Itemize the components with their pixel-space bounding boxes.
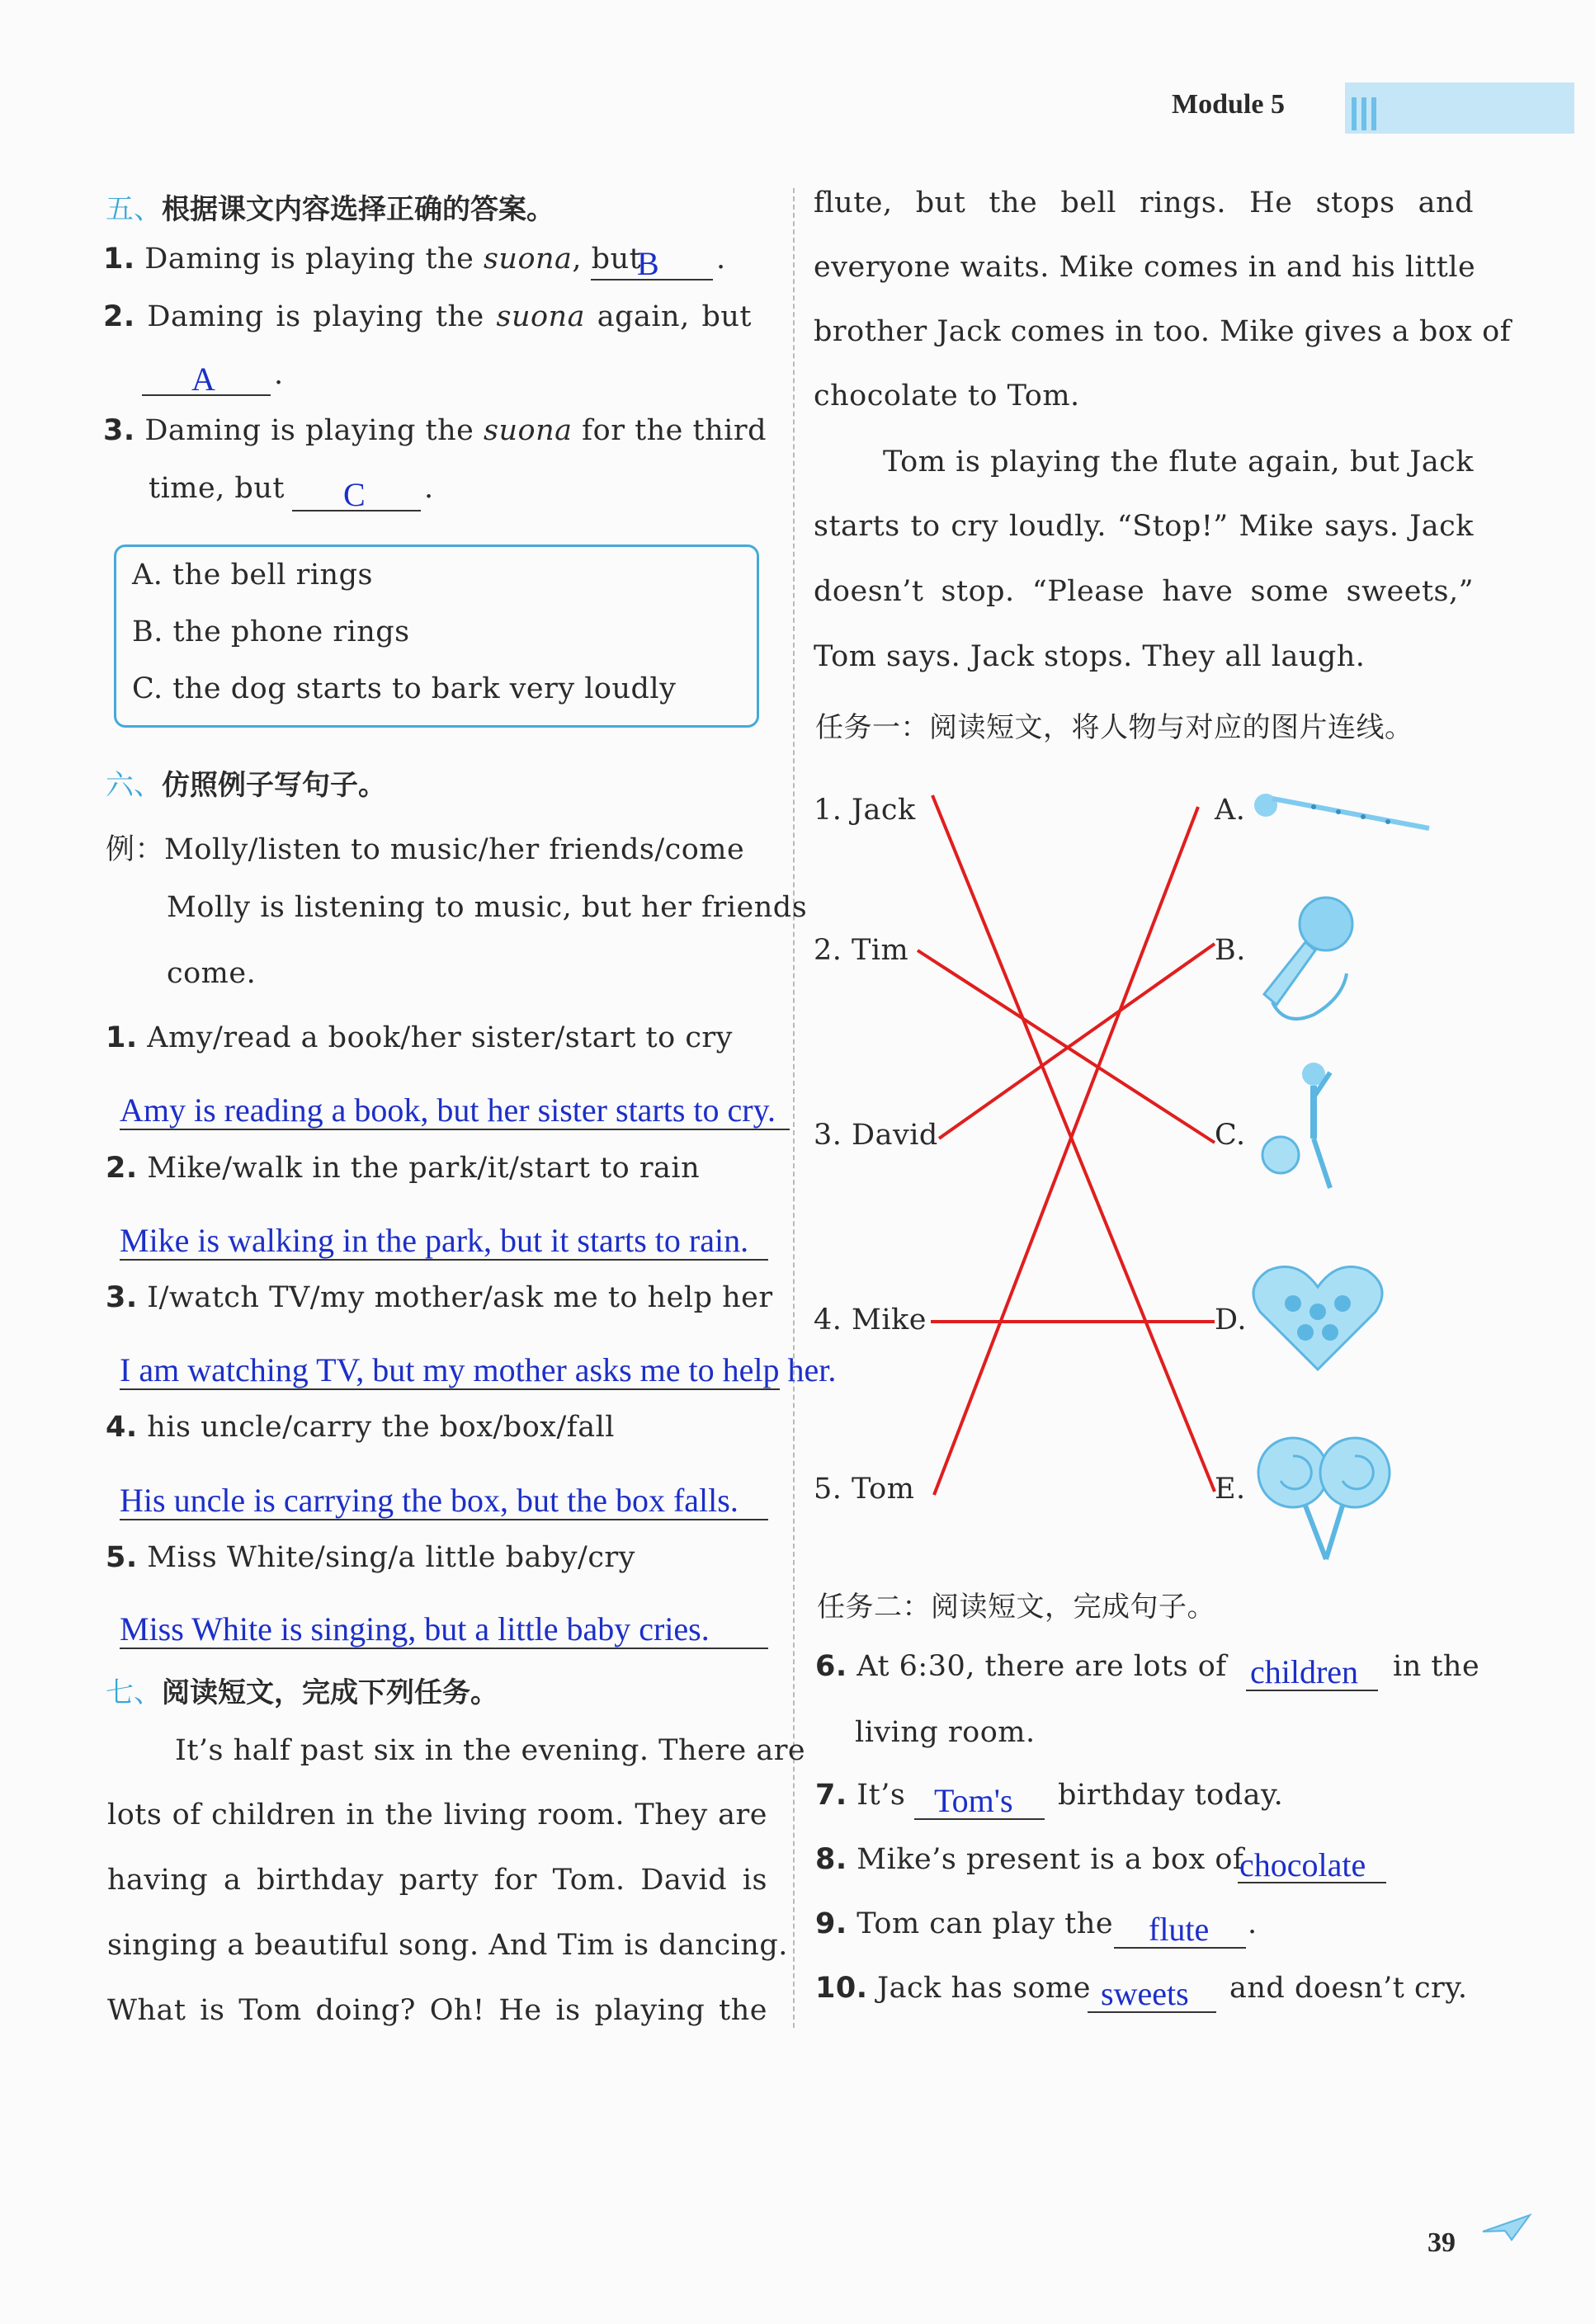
q9-blank[interactable] [1114, 1947, 1246, 1949]
picture-b-label: B. [1215, 934, 1246, 967]
option-a: A. the bell rings [132, 559, 373, 592]
flute-icon [1248, 780, 1437, 838]
sec6-answer-4: His uncle is carrying the box, but the box falls. [120, 1482, 739, 1519]
q10: 10. Jack has some [815, 1972, 1091, 2005]
sec6-answer-2: Mike is walking in the park, but it starts to rain. [120, 1222, 749, 1259]
person-4: 4. Mike [814, 1303, 927, 1336]
picture-e-label: E. [1215, 1473, 1246, 1506]
q6: 6. At 6:30, there are lots of [815, 1650, 1227, 1683]
passage-line-6: flute, but the bell rings. He stops and [814, 186, 1474, 219]
sec6-answer-3: I am watching TV, but my mother asks me to help her. [120, 1351, 837, 1388]
q8: 8. Mike’s present is a box of [815, 1843, 1244, 1876]
task1-heading: 任务一：阅读短文，将人物与对应的图片连线。 [815, 711, 1413, 744]
q3-answer: C [343, 476, 366, 513]
passage-line-5: What is Tom doing? Oh! He is playing the [107, 1994, 767, 2027]
lollipop-icon [1248, 1427, 1404, 1567]
q2-answer: A [191, 361, 215, 398]
passage-line-7: everyone waits. Mike comes in and his little [814, 251, 1476, 284]
picture-d-label: D. [1215, 1303, 1247, 1336]
section6-heading: 六、仿照例子写句子。 [106, 769, 386, 802]
match-line-tom-a [934, 807, 1198, 1495]
sec6-item-4: 4. his uncle/carry the box/box/fall [106, 1411, 615, 1444]
microphone-icon [1248, 891, 1363, 1031]
option-b: B. the phone rings [132, 615, 410, 648]
passage-line-12: doesn’t stop. “Please have some sweets,” [814, 575, 1474, 608]
q10-blank[interactable] [1088, 2011, 1216, 2013]
q7: 7. It’s [815, 1779, 906, 1812]
picture-a-label: A. [1215, 794, 1246, 827]
person-1: 1. Jack [814, 794, 916, 827]
passage-line-4: singing a beautiful song. And Tim is dancing. [107, 1929, 788, 1962]
person-3: 3. David [814, 1119, 938, 1152]
q8-answer: chocolate [1239, 1846, 1366, 1883]
chocolate-box-icon [1248, 1254, 1388, 1378]
passage-line-13: Tom says. Jack stops. They all laugh. [814, 640, 1366, 673]
example-answer-2: come. [167, 957, 257, 990]
picture-c-label: C. [1215, 1119, 1246, 1152]
q6-answer: children [1250, 1653, 1359, 1690]
example-prompt: 例：Molly/listen to music/her friends/come [106, 833, 745, 866]
q7-answer: Tom's [934, 1782, 1013, 1819]
q8-blank[interactable] [1238, 1882, 1386, 1883]
q9: 9. Tom can play the [815, 1907, 1114, 1940]
q9-answer: flute [1149, 1911, 1210, 1948]
sec6-item-1: 1. Amy/read a book/her sister/start to cry [106, 1021, 733, 1054]
sec5-q3: 3. Daming is playing the suona for the third [103, 414, 767, 447]
sec6-item-5: 5. Miss White/sing/a little baby/cry [106, 1541, 635, 1574]
dancer-icon [1248, 1056, 1347, 1196]
sec6-item-2: 2. Mike/walk in the park/it/start to rain [106, 1152, 701, 1185]
sec6-item-3: 3. I/watch TV/my mother/ask me to help her [106, 1281, 773, 1314]
person-2: 2. Tim [814, 934, 909, 967]
q10-answer: sweets [1101, 1975, 1189, 2012]
passage-line-3: having a birthday party for Tom. David is [107, 1864, 767, 1897]
paper-plane-icon [1479, 2211, 1536, 2244]
person-5: 5. Tom [814, 1473, 915, 1506]
sec6-answer-1: Amy is reading a book, but her sister starts to cry. [120, 1091, 776, 1129]
passage-line-10: Tom is playing the flute again, but Jack [883, 445, 1474, 478]
q6-blank[interactable] [1246, 1690, 1378, 1691]
match-line-david-b [939, 944, 1215, 1138]
section7-heading: 七、阅读短文，完成下列任务。 [106, 1676, 498, 1709]
section5-heading: 五、根据课文内容选择正确的答案。 [106, 193, 554, 226]
passage-line-8: brother Jack comes in too. Mike gives a box of [814, 315, 1512, 348]
match-line-tim-c [918, 950, 1215, 1143]
sec5-q1: 1. Daming is playing the suona, but [103, 243, 642, 276]
passage-line-11: starts to cry loudly. “Stop!” Mike says. Jack [814, 510, 1474, 543]
passage-line-1: It’s half past six in the evening. There are [175, 1734, 806, 1767]
q7-blank[interactable] [914, 1818, 1045, 1820]
example-answer-1: Molly is listening to music, but her friends [167, 891, 808, 924]
sec5-q2: 2. Daming is playing the suona again, but [103, 300, 752, 333]
option-c: C. the dog starts to bark very loudly [132, 672, 677, 705]
passage-line-2: lots of children in the living room. They are [107, 1798, 767, 1831]
sec6-answer-5: Miss White is singing, but a little baby cries. [120, 1610, 710, 1648]
q1-answer: B [637, 245, 659, 282]
passage-line-9: chocolate to Tom. [814, 379, 1080, 412]
module-title: Module 5 [1172, 89, 1285, 120]
task2-heading: 任务二：阅读短文，完成句子。 [817, 1591, 1215, 1624]
page-number: 39 [1427, 2227, 1456, 2258]
